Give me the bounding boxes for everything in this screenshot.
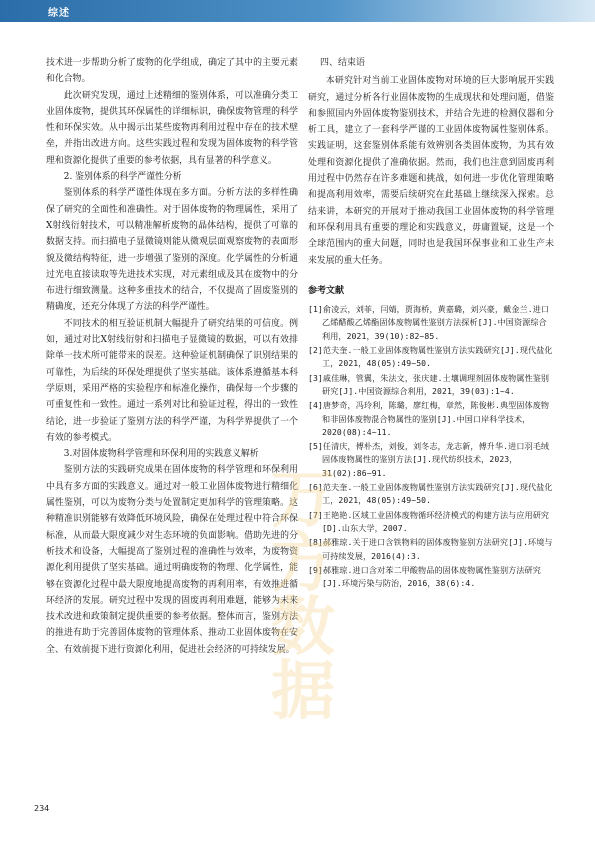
header-band <box>0 0 595 22</box>
reference-item: [6]范夫奎.一般工业固体废物属性鉴别方法实践研究[J].现代盐化工，2021，48(05):49~50. <box>308 482 553 506</box>
paragraph: 鉴别方法的实践研究成果在固体废物的科学管理和环保利用中具有多方面的实践意义。通过对一般工业固体废物进行精细化属性鉴别，可以为废物分类与处置制定更加科学的管理策略。这种精准识别能够有效降低环境风险，确保在处理过程中符合环保标准，从而最大限度减少对生态环境的负面影响。借助先进的分析技术和设备，大幅提高了鉴别过程的准确性与效率，为废物资源化利用提供了坚实基础。通过明确废物的物理、化学属性，能够在资源化过程中最大限度地提高废物的再利用率，有效推进循环经济的发展。研究过程中发现的固废再利用难题，能够为未来技术改进和政策制定提供重要的参考依据。整体而言，鉴别方法的推进有助于完善固体废物的管理体系、推动工业固体废物在安全、有效前提下进行资源化利用，促进社会经济的可持续发展。 <box>46 465 298 655</box>
subsection-title: 2. 鉴别体系的科学严谨性分析 <box>63 172 182 183</box>
reference-item: [2]范夫奎.一般工业固体废物属性鉴别方法实践研究[J].现代盐化工，2021，48(05):49~50. <box>308 345 553 369</box>
watermark-char: 据 <box>271 655 335 729</box>
references-list <box>308 303 554 590</box>
watermark-char: 数 <box>271 591 335 665</box>
reference-item: [5]任清庆，傅朴杰，刘俊，刘冬志，龙志新，傅升华.进口羽毛绒固体废物属性的鉴别方法[J].现代纺织技术，2023，31(02):86~91. <box>308 441 550 478</box>
subsection-title: 3.对固体废物科学管理和环保利用的实践意义解析 <box>63 449 259 460</box>
paragraph: 此次研究发现，通过上述精细的鉴别体系，可以准确分类工业固体废物，提供其环保属性的详细标识，确保废物管理的科学性和环保实效。从中揭示出某些废物再利用过程中存在的技术壁垒，并指出改进方向。这些实践过程和发现为固体废物的科学管理和资源化提供了重要的参考依据，具有显著的科学意义。 <box>46 90 298 166</box>
watermark-char: 万 <box>271 463 335 537</box>
section-title: 四、结束语 <box>320 58 366 68</box>
watermark <box>268 463 338 768</box>
watermark-char: 方 <box>271 527 335 601</box>
paragraph: 本研究针对当前工业固体废物对环境的巨大影响展开实践研究，通过分析各行业固体废物的生成现状和处理问题，借鉴和参照国内外固体废物鉴别技术，并结合先进的检测仪器和分析工具，建立了一套科学严谨的工业固体废物属性鉴别体系。实践证明，这套鉴别体系能有效辨别各类固体废物，为其有效处理和资源化提供了准确依据。然而，我们也注意到固废再利用过程中仍然存在许多难题和挑战，如何进一步优化管理策略和提高利用效率，需要后续研究在此基础上继续深入探索。总结来讲，本研究的开展对于推动我国工业固体废物的科学管理和环保利用具有重要的理论和实践意义，毋庸置疑，这是一个全球范围内的重大问题，同时也是我国环保事业和工业生产未来发展的重大任务。 <box>308 76 554 266</box>
section-label: 综述 <box>48 8 70 19</box>
paragraph: 技术进一步帮助分析了废物的化学组成，确定了其中的主要元素和化合物。 <box>46 58 298 85</box>
reference-item: [1]俞凌云，刘菲，闫婧，贾海桥，黄嘉璐，刘兴豪，戴金兰.进口乙烯醋酸乙烯酯固体废物属性鉴别方法探析[J].中国资源综合利用，2021，39(10):82~85. <box>308 304 550 341</box>
reference-item: [3]戚佳琳，管翼，朱法文，张庆建.土壤调理剂固体废物属性鉴别研究[J].中国资源综合利用，2021，39(03):1~4. <box>308 372 550 396</box>
reference-item: [4]唐梦奇，冯玲利，陈璐，廖红梅，章然，陈俊彬.典型固体废物和非固体废物混合物属性的鉴别[J].中国口岸科学技术，2020(08):4~11. <box>308 400 550 437</box>
paragraph: 不同技术的相互验证机制大幅提升了研究结果的可信度。例如，通过对比X射线衍射和扫描电子显微镜的数据，可以有效排除单一技术所可能带来的误差。这种验证机制确保了识别结果的可靠性，为后续的环保处理提供了坚实基础。该体系遵循基本科学原则，采用严格的实验程序和标准化操作，确保每一个步骤的可重复性和一致性。通过一系列对比和验证过程，得出的一致性结论，进一步验证了鉴别方法的科学严谨，为科学界提供了一个有效的参考模式。 <box>46 318 298 443</box>
paragraph: 鉴别体系的科学严谨性体现在多方面。分析方法的多样性确保了研究的全面性和准确性。对于固体废物的物理属性，采用了X射线衍射技术，可以精准解析废物的晶体结构，提供了可靠的数据支持。而扫描电子显微镜则能从微观层面观察废物的表面形貌及微结构特征，进一步增强了鉴别的深度。化学属性的分析通过光电直接读取等先进技术实现，对元素组成及其在废物中的分布进行细致测量。这种多重技术的结合，不仅提高了固废鉴别的精确度，还充分体现了方法的科学严谨性。 <box>46 188 298 313</box>
reference-item: [7]王艳艳.区域工业固体废物循环经济模式的构建方法与应用研究[D].山东大学，2007. <box>308 509 550 533</box>
references-title: 参考文献 <box>308 285 345 296</box>
left-column <box>46 55 298 658</box>
reference-item: [9]郝雅琼.进口含对苯二甲酸物品的固体废物属性鉴别方法研究[J].环境污染与防治，2016，38(6):4. <box>308 564 541 589</box>
page-number: 234 <box>34 804 50 813</box>
right-column <box>308 55 554 591</box>
reference-item: [8]郝雅琼.关于进口含铁物料的固体废物鉴别方法研究[J].环境与可持续发展，2016(4):3. <box>308 537 553 561</box>
